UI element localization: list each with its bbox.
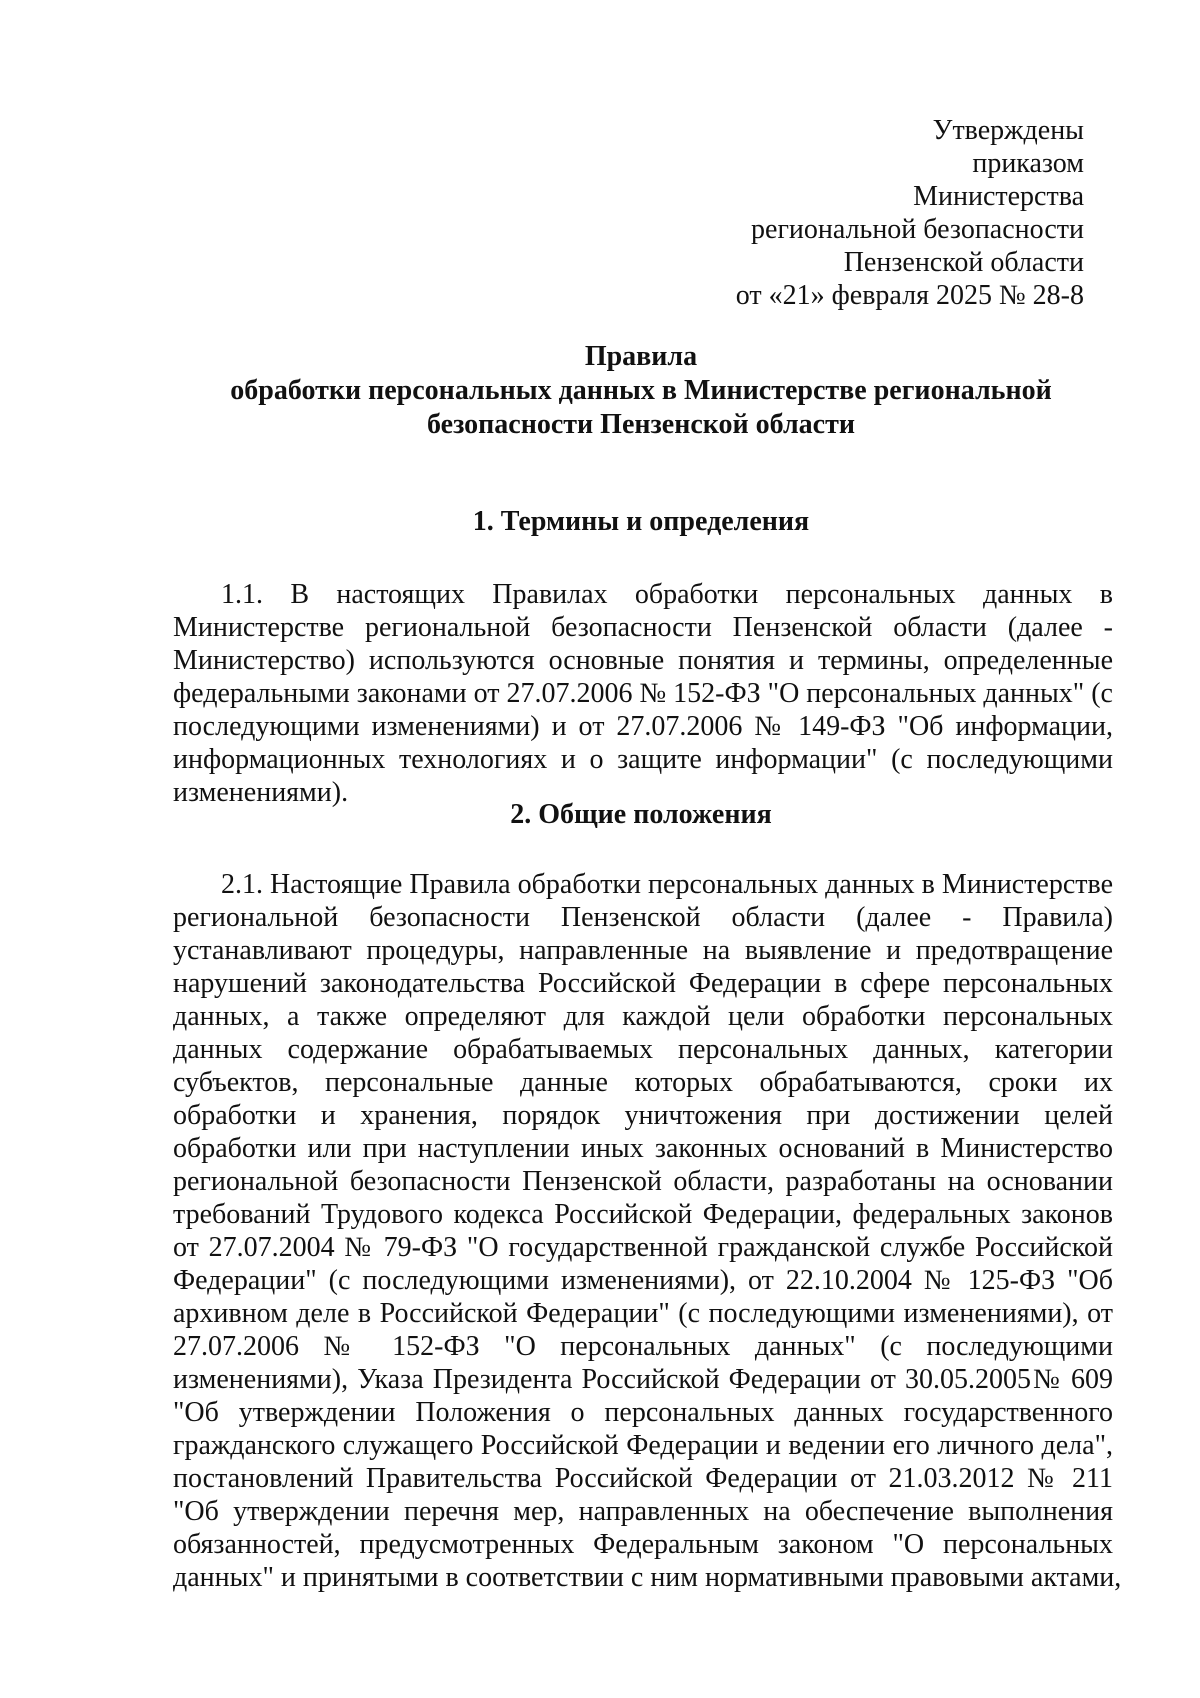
paragraph-2-1 xyxy=(173,868,1122,1594)
paragraph-line: 1.1. В настоящих Правилах обработки персональных данных в xyxy=(221,579,1113,610)
approval-line: региональной безопасности xyxy=(751,214,1084,245)
paragraph-line: нарушений законодательства Российской Федерации в сфере персональных xyxy=(173,968,1113,999)
paragraph-line: гражданского служащего Российской Федерации и ведении его личного дела", xyxy=(173,1430,1113,1461)
paragraph-line: информационных технологиях и о защите информации" (с последующими xyxy=(173,744,1113,775)
paragraph-line: Федерации" (с последующими изменениями), от 22.10.2004 № 125-ФЗ "Об xyxy=(173,1265,1113,1296)
paragraph-line: изменениями), Указа Президента Российской Федерации от 30.05.2005№ 609 xyxy=(173,1364,1113,1395)
section-heading-terms: 1. Термины и определения xyxy=(472,506,810,537)
paragraph-line: обработки и хранения, порядок уничтожения при достижении целей xyxy=(173,1100,1113,1131)
paragraph-line: субъектов, персональные данные которых обрабатываются, сроки их xyxy=(173,1067,1113,1098)
paragraph-line: обязанностей, предусмотренных Федеральным законом "О персональных xyxy=(173,1529,1113,1560)
paragraph-line: 27.07.2006 № 152-ФЗ "О персональных данных" (с последующими xyxy=(173,1331,1113,1362)
approval-line: Министерства xyxy=(913,181,1084,212)
approval-line: от «21» февраля 2025 № 28-8 xyxy=(735,280,1084,311)
paragraph-line: 2.1. Настоящие Правила обработки персональных данных в Министерстве xyxy=(221,869,1113,900)
paragraph-line: от 27.07.2004 № 79-ФЗ "О государственной гражданской службе Российской xyxy=(173,1232,1113,1263)
paragraph-line: требований Трудового кодекса Российской Федерации, федеральных законов xyxy=(173,1199,1113,1230)
paragraph-line: данных содержание обрабатываемых персональных данных, категории xyxy=(173,1034,1113,1065)
approval-line: Пензенской области xyxy=(843,247,1084,278)
paragraph-line: данных, а также определяют для каждой цели обработки персональных xyxy=(173,1001,1113,1032)
title-line: Правила xyxy=(584,341,698,372)
paragraph-line: региональной безопасности Пензенской области (далее - Правила) xyxy=(173,902,1113,933)
paragraph-line: Министерство) используются основные понятия и термины, определенные xyxy=(173,645,1113,676)
paragraph-1-1 xyxy=(173,578,1113,809)
approval-line: приказом xyxy=(972,148,1084,179)
paragraph-line: региональной безопасности Пензенской области, разработаны на основании xyxy=(173,1166,1113,1197)
title-line: безопасности Пензенской области xyxy=(427,409,855,440)
document-title xyxy=(170,340,1112,442)
paragraph-line: постановлений Правительства Российской Федерации от 21.03.2012 № 211 xyxy=(173,1463,1113,1494)
paragraph-line: устанавливают процедуры, направленные на выявление и предотвращение xyxy=(173,935,1113,966)
paragraph-line: обработки или при наступлении иных законных оснований в Министерство xyxy=(173,1133,1113,1164)
paragraph-line: данных" и принятыми в соответствии с ним нормативными правовыми актами, xyxy=(173,1562,1122,1593)
section-heading-general: 2. Общие положения xyxy=(510,799,772,830)
paragraph-line: изменениями). xyxy=(173,777,349,808)
paragraph-line: "Об утверждении Положения о персональных данных государственного xyxy=(173,1397,1113,1428)
paragraph-line: архивном деле в Российской Федерации" (с последующими изменениями), от xyxy=(173,1298,1113,1329)
approval-line: Утверждены xyxy=(932,115,1084,146)
paragraph-line: последующими изменениями) и от 27.07.2006 № 149-ФЗ "Об информации, xyxy=(173,711,1113,742)
title-line: обработки персональных данных в Министерстве региональной xyxy=(230,375,1052,406)
paragraph-line: федеральными законами от 27.07.2006 № 152-ФЗ "О персональных данных" (с xyxy=(173,678,1113,709)
approval-stamp xyxy=(736,114,1084,312)
paragraph-line: "Об утверждении перечня мер, направленных на обеспечение выполнения xyxy=(173,1496,1113,1527)
paragraph-line: Министерстве региональной безопасности Пензенской области (далее - xyxy=(173,612,1113,643)
